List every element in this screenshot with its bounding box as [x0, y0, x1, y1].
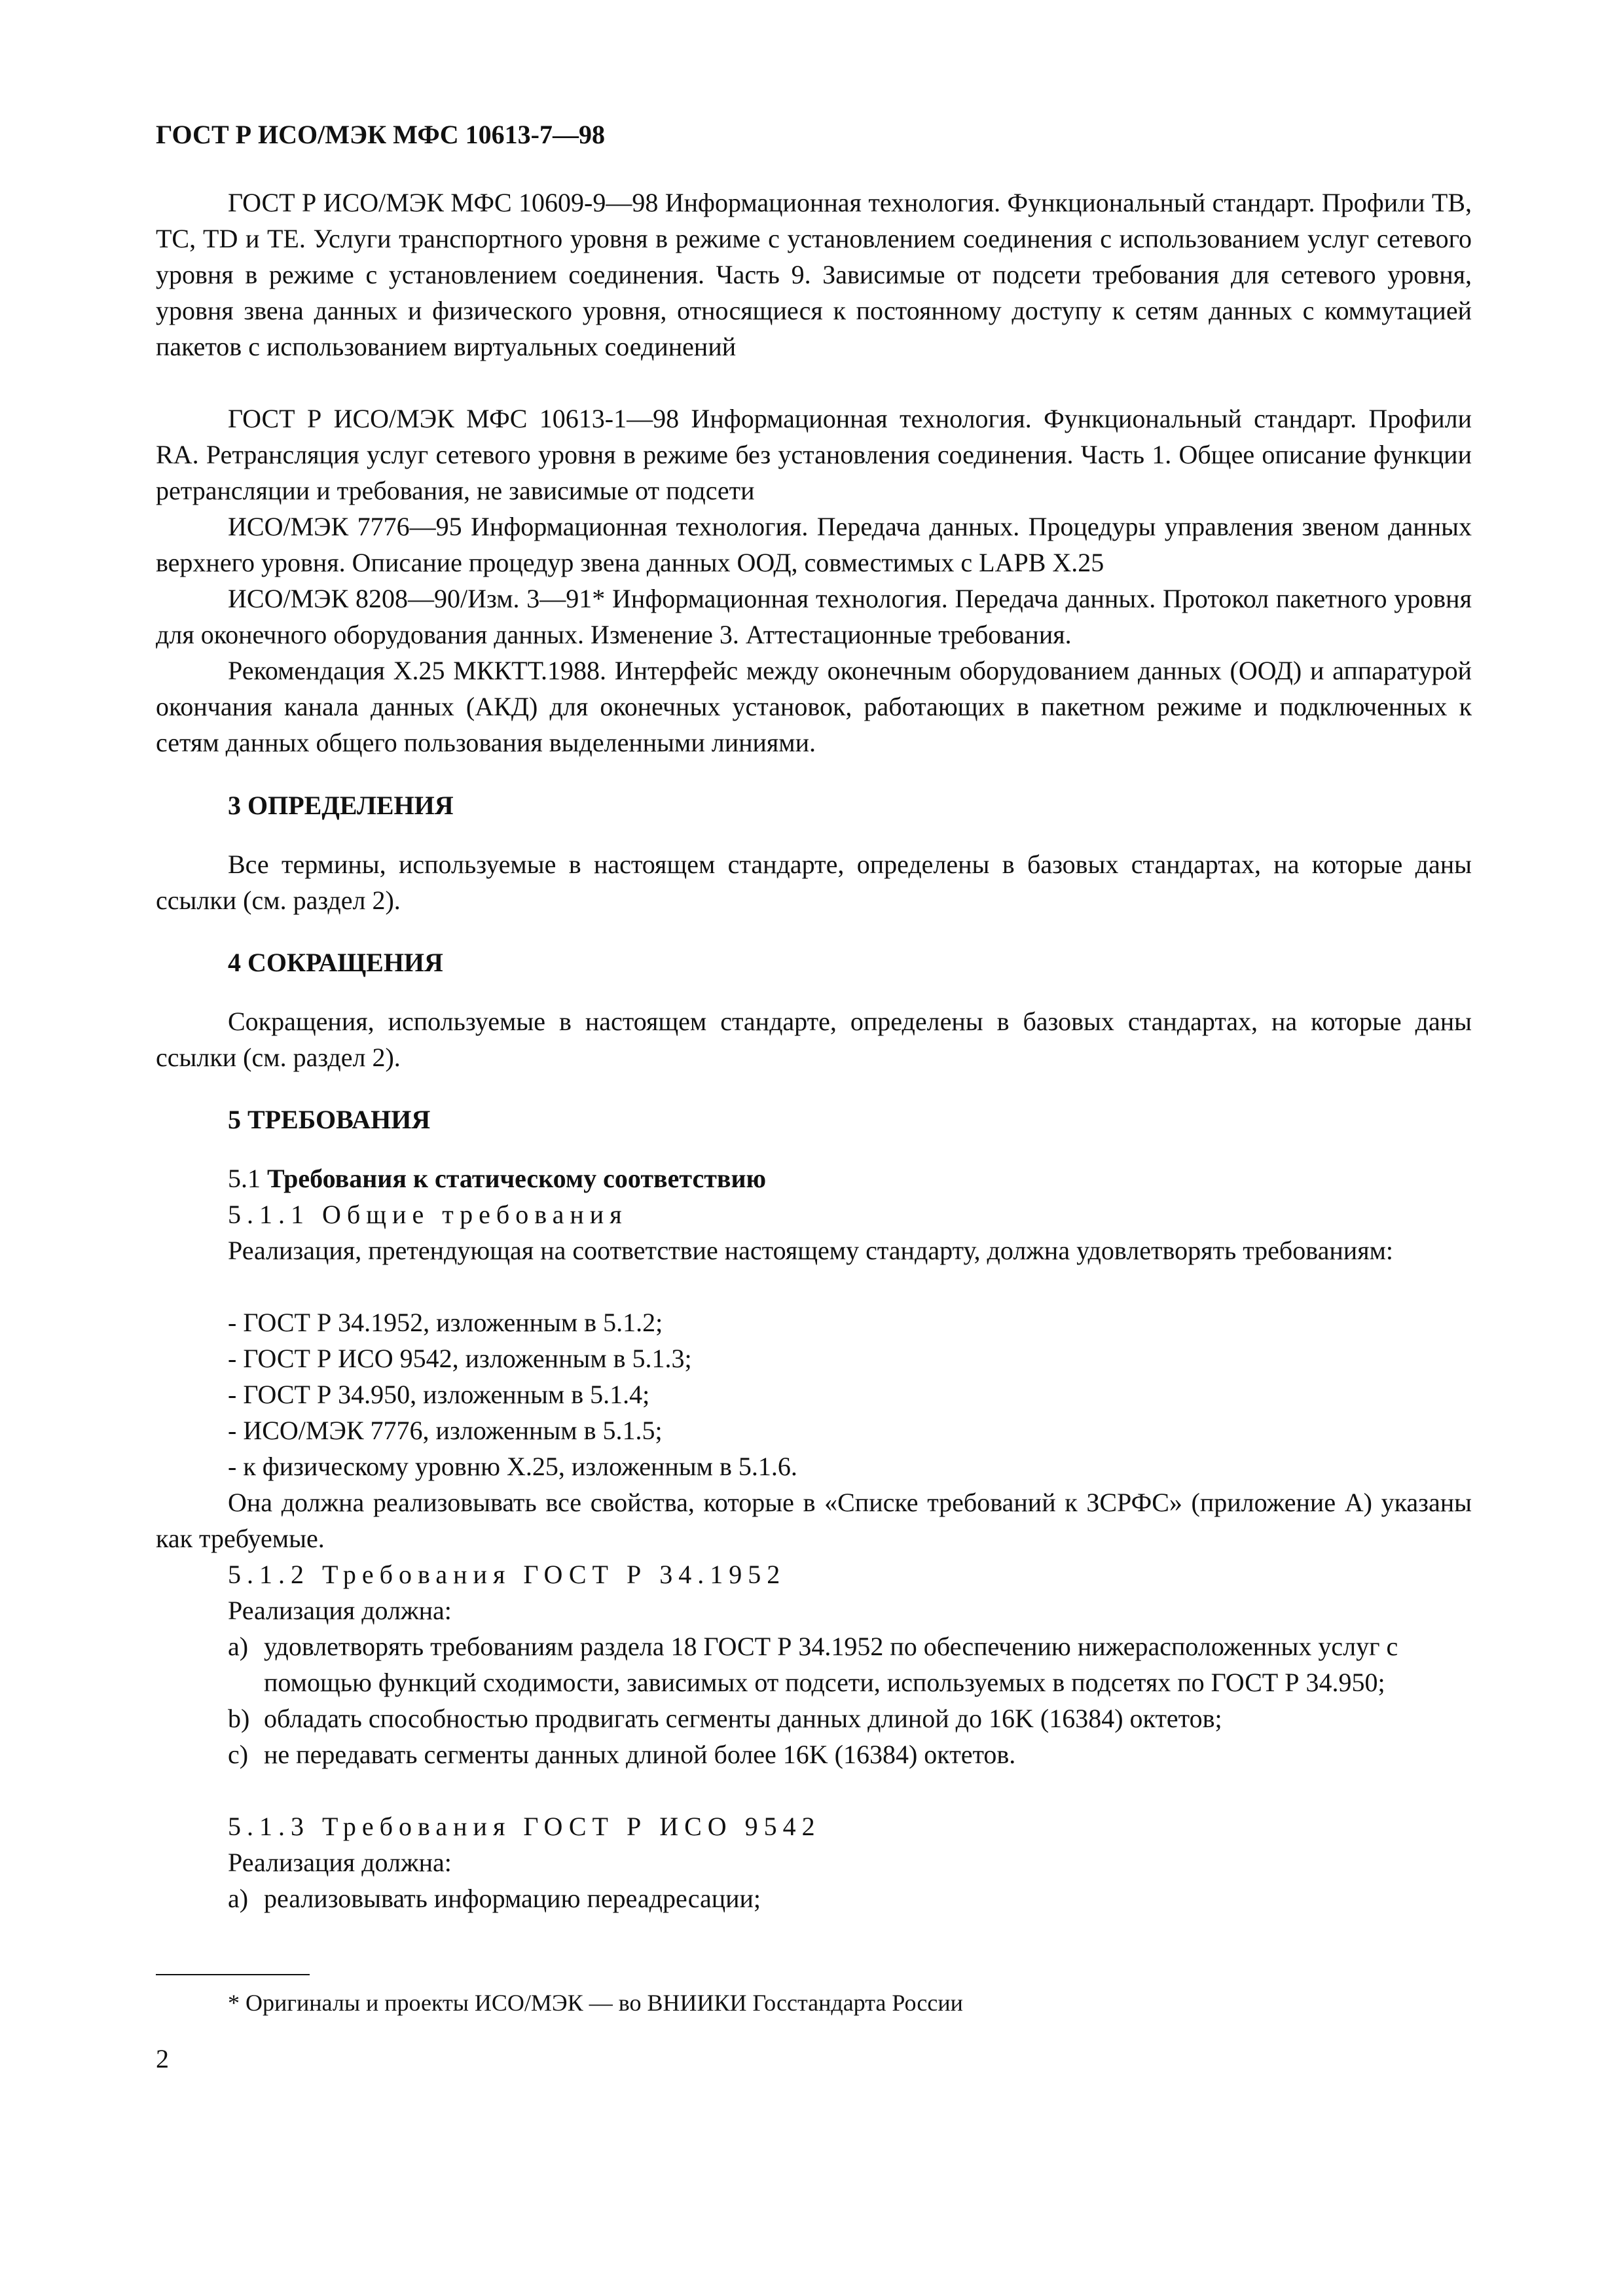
subsection-5-1-3-intro: Реализация должна:	[228, 1848, 452, 1877]
section-4-title: 4 СОКРАЩЕНИЯ	[228, 948, 443, 977]
list-item	[228, 1736, 1472, 1772]
item-text: удовлетворять требованиям раздела 18 ГОСТ Р 34.1952 по обеспечению нижерасположенных услуг с помощью функций сходимости, зависимых от подсети, используемых в подсетях по ГОСТ Р 34.950;	[264, 1632, 1398, 1697]
item-marker: a)	[228, 1884, 249, 1913]
reference-8208: ИСО/МЭК 8208—90/Изм. 3—91* Информационная технология. Передача данных. Протокол пакетного уровня для оконечного оборудования данных. Изменение 3. Аттестационные требования.	[156, 584, 1472, 649]
list-item: - ИСО/МЭК 7776, изложенным в 5.1.5;	[228, 1416, 663, 1445]
item-text: не передавать сегменты данных длиной более 16K (16384) октетов.	[264, 1740, 1016, 1769]
item-marker: b)	[228, 1704, 250, 1733]
list-item	[228, 1700, 1472, 1736]
reference-x25: Рекомендация X.25 МККТТ.1988. Интерфейс между оконечным оборудованием данных (ООД) и аппаратурой окончания канала данных (АКД) для оконечных установок, работающих в пакетном режиме и подключенных к сетям данных общего пользования выделенными линиями.	[156, 656, 1472, 757]
section-4-text: Сокращения, используемые в настоящем стандарте, определены в базовых стандартах, на которые даны ссылки (см. раздел 2).	[156, 1007, 1472, 1072]
general-requirements-list	[228, 1304, 1472, 1484]
item-marker: a)	[228, 1632, 249, 1661]
subsection-5-1-1-outro: Она должна реализовывать все свойства, которые в «Списке требований к ЗСРФС» (приложение А) указаны как требуемые.	[156, 1488, 1472, 1553]
gost-34-1952-requirements-list	[228, 1628, 1472, 1772]
section-5-title: 5 ТРЕБОВАНИЯ	[228, 1105, 431, 1134]
reference-10613-1: ГОСТ Р ИСО/МЭК МФС 10613-1—98 Информационная технология. Функциональный стандарт. Профили RA. Ретрансляция услуг сетевого уровня в режиме без установления соединения. Часть 1. Общее описание функции ретрансляции и требования, не зависимые от подсети	[156, 404, 1472, 505]
subsection-5-1-3-title: 5.1.3 Требования ГОСТ Р ИСО 9542	[228, 1812, 821, 1841]
subsection-5-1-number: 5.1	[228, 1164, 261, 1193]
item-marker: c)	[228, 1740, 249, 1769]
list-item	[228, 1880, 1472, 1916]
item-text: реализовывать информацию переадресации;	[264, 1884, 761, 1913]
footnote: * Оригиналы и проекты ИСО/МЭК — во ВНИИКИ Госстандарта России	[228, 1990, 963, 2016]
list-item: - ГОСТ Р 34.950, изложенным в 5.1.4;	[228, 1380, 650, 1409]
subsection-5-1	[228, 1160, 1472, 1196]
running-header: ГОСТ Р ИСО/МЭК МФС 10613-7—98	[156, 120, 605, 149]
subsection-5-1-2-intro: Реализация должна:	[228, 1596, 452, 1625]
subsection-5-1-title: Требования к статическому соответствию	[267, 1164, 767, 1193]
section-3-text: Все термины, используемые в настоящем стандарте, определены в базовых стандартах, на которые даны ссылки (см. раздел 2).	[156, 850, 1472, 915]
footnote-separator	[156, 1974, 310, 1975]
item-text: обладать способностью продвигать сегменты данных длиной до 16K (16384) октетов;	[264, 1704, 1222, 1733]
page-number: 2	[156, 2044, 169, 2073]
reference-10609-9: ГОСТ Р ИСО/МЭК МФС 10609-9—98 Информационная технология. Функциональный стандарт. Профили TB, TC, TD и TE. Услуги транспортного уровня в режиме с установлением соединения с использованием услуг сетевого уровня в режиме с установлением соединения. Часть 9. Зависимые от подсети требования для сетевого уровня, уровня звена данных и физического уровня, относящиеся к постоянному доступу к сетям данных с коммутацией пакетов с использованием виртуальных соединений	[156, 188, 1472, 361]
list-item: - ГОСТ Р 34.1952, изложенным в 5.1.2;	[228, 1308, 663, 1337]
subsection-5-1-2-title: 5.1.2 Требования ГОСТ Р 34.1952	[228, 1560, 786, 1589]
reference-7776: ИСО/МЭК 7776—95 Информационная технология. Передача данных. Процедуры управления звеном данных верхнего уровня. Описание процедур звена данных ООД, совместимых с LAPB X.25	[156, 512, 1472, 577]
subsection-5-1-1-intro: Реализация, претендующая на соответствие настоящему стандарту, должна удовлетворять требованиям:	[228, 1236, 1394, 1265]
iso-9542-requirements-list	[228, 1880, 1472, 1916]
subsection-5-1-1-title: 5.1.1 Общие требования	[228, 1200, 628, 1229]
list-item	[228, 1628, 1472, 1700]
list-item: - к физическому уровню X.25, изложенным в 5.1.6.	[228, 1452, 797, 1481]
list-item: - ГОСТ Р ИСО 9542, изложенным в 5.1.3;	[228, 1344, 692, 1373]
section-3-title: 3 ОПРЕДЕЛЕНИЯ	[228, 791, 454, 820]
